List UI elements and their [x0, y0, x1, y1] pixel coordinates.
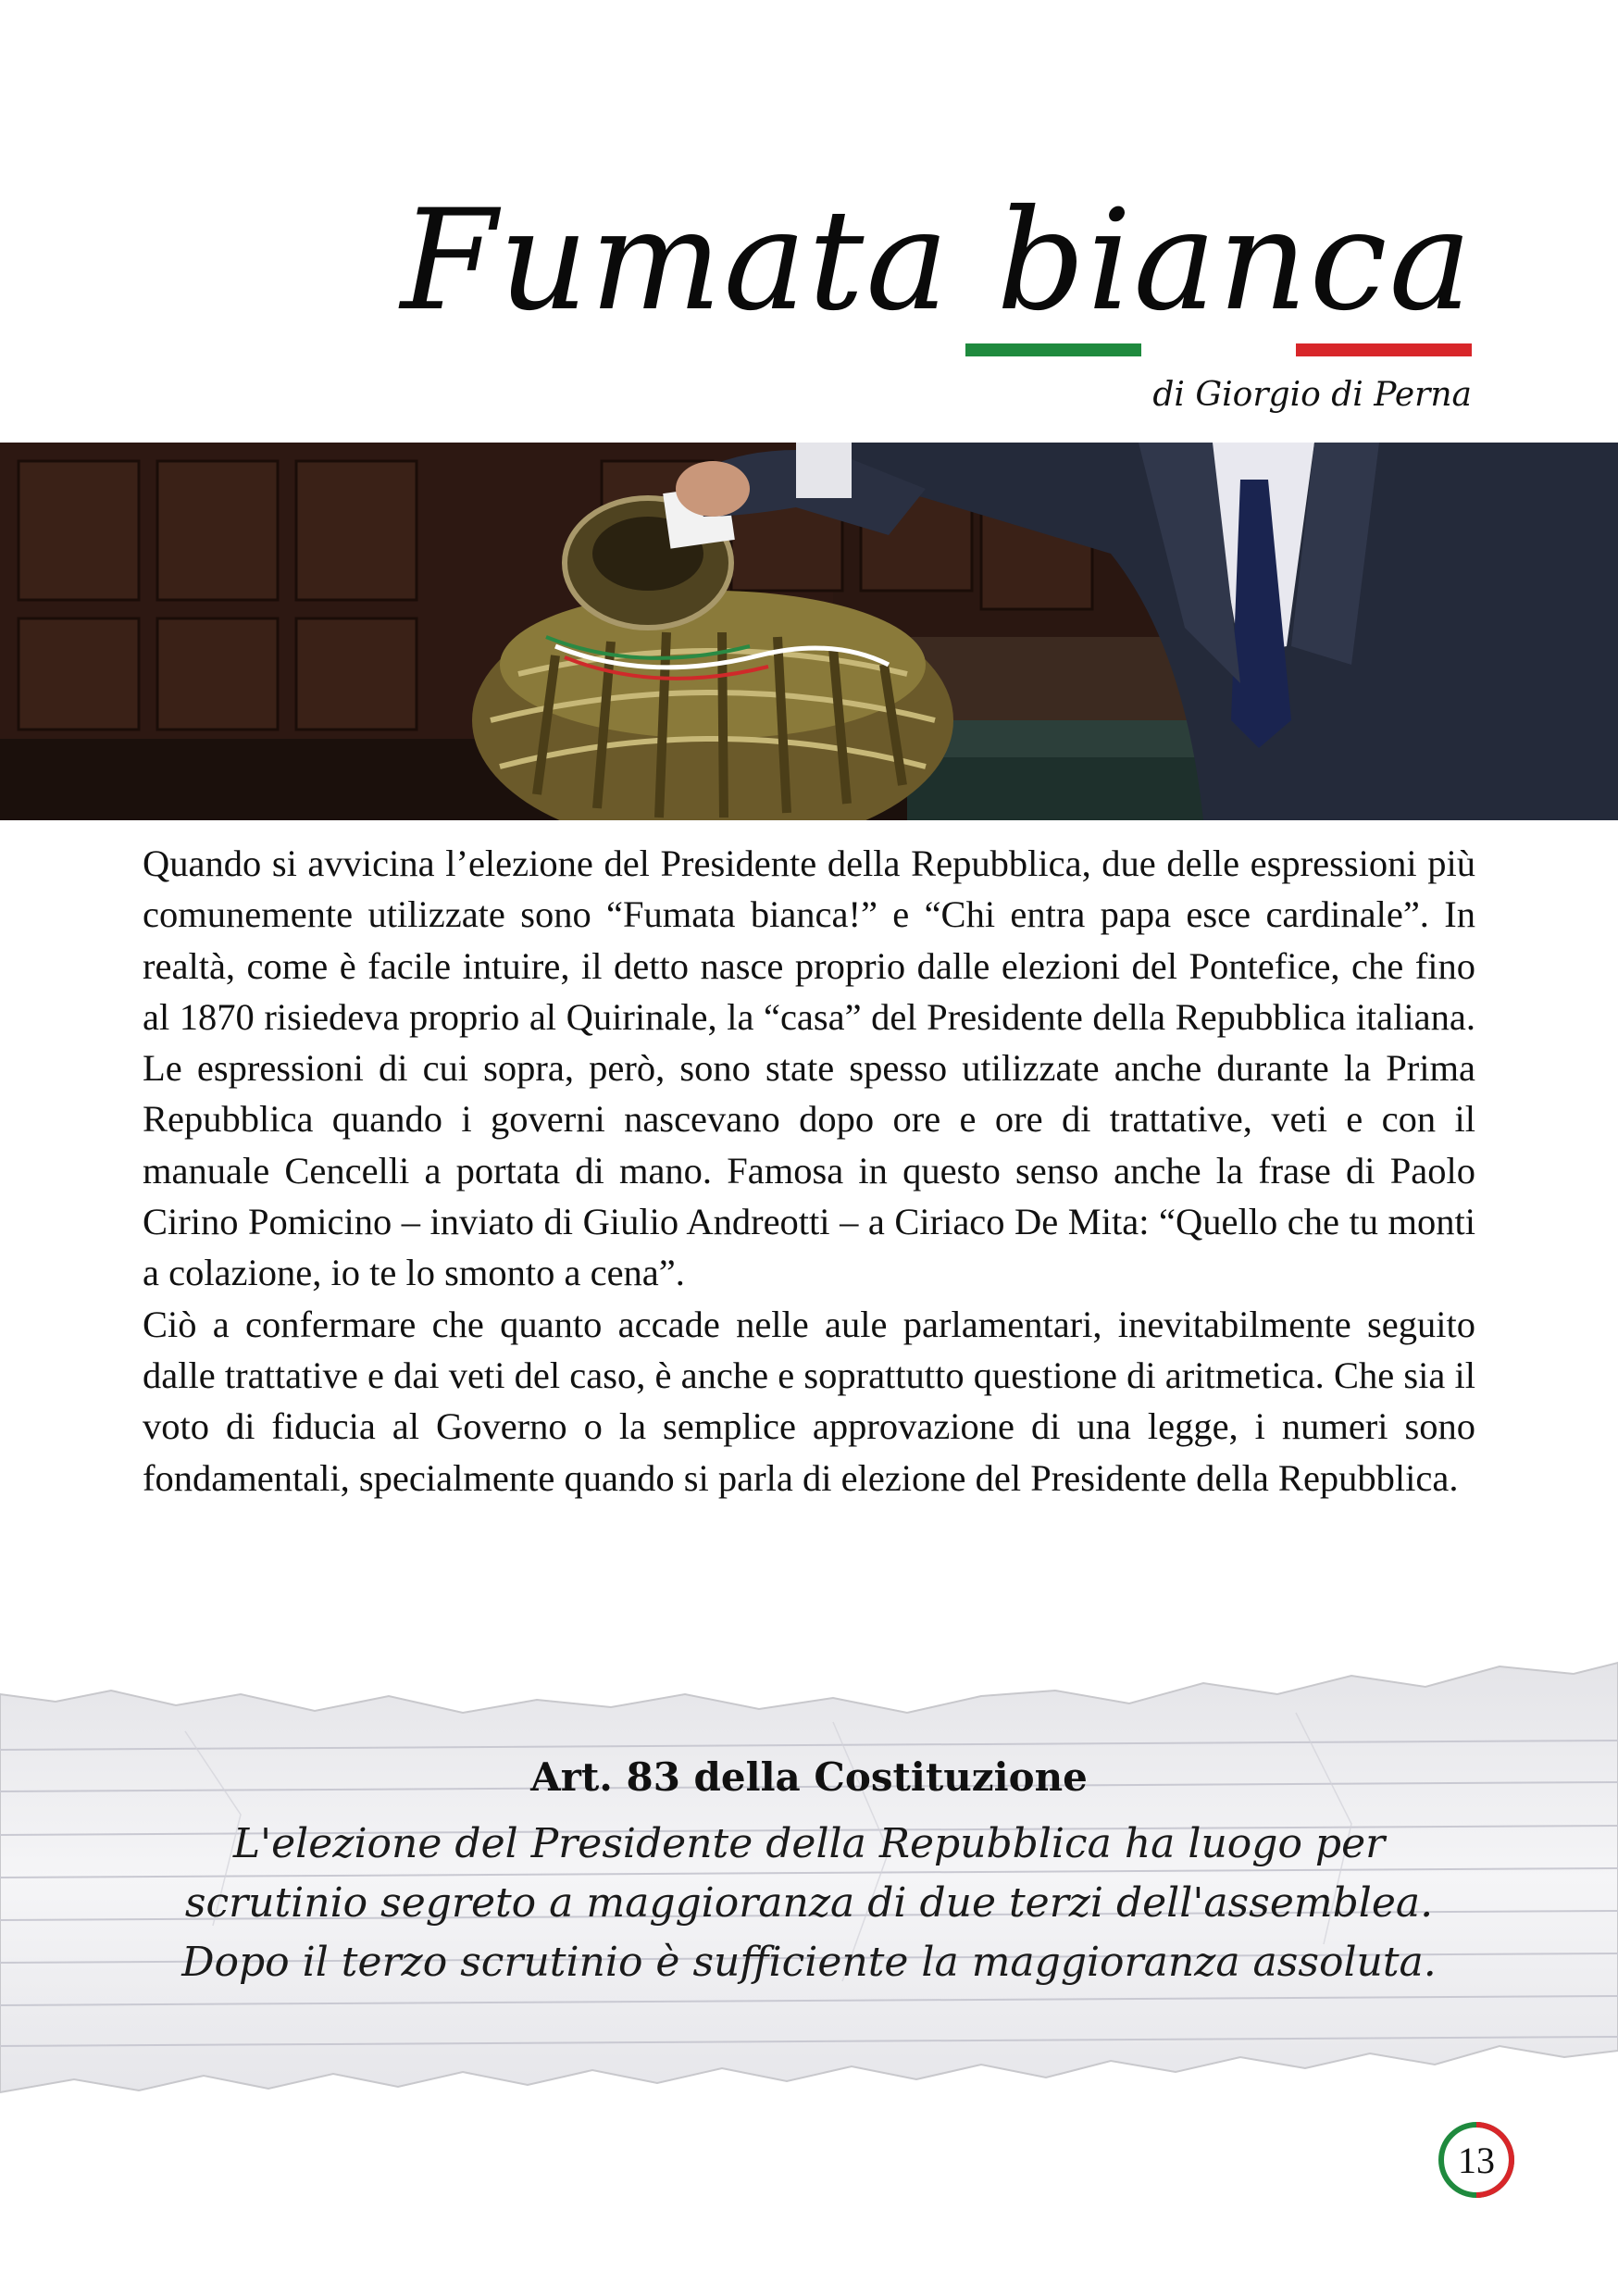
constitution-line: Dopo il terzo scrutinio è sufficiente la maggioranza assoluta.: [181, 1939, 1437, 1986]
page-number-badge: [1437, 2120, 1516, 2200]
ballot-urn-photo: [0, 443, 1618, 820]
article-paragraph: Ciò a confermare che quanto accade nelle aule parlamentari, inevitabilmente seguito dalle trattative e dai veti del caso, è anche e soprattutto questione di aritmetica. Che sia il voto di fiducia al Governo o la semplice approvazione di una legge, i numeri sono fondamentali, specialmente quando si parla di elezione del Presidente della Repubblica.: [143, 1303, 1475, 1499]
page-number: 13: [1458, 2139, 1495, 2181]
constitution-article-title: Art. 83 della Costituzione: [530, 1754, 1088, 1800]
constitution-line: scrutinio segreto a maggioranza di due terzi dell'assemblea.: [184, 1879, 1434, 1927]
page-title: Fumata bianca: [400, 181, 1474, 342]
constitution-article-text: [93, 1815, 1525, 1992]
constitution-line: L'elezione del Presidente della Repubblica ha luogo per: [232, 1820, 1386, 1867]
flag-red-bar: [1296, 343, 1472, 356]
article-paragraph: Quando si avvicina l’elezione del Presidente della Repubblica, due delle espressioni più comunemente utilizzate sono “Fumata bianca!” e “Chi entra papa esce cardinale”. In realtà, come è facile intuire, il detto nasce proprio dalle elezioni del Pontefice, che fino al 1870 risiedeva proprio al Quirinale, la “casa” del Presidente della Repubblica italiana. Le espressioni di cui sopra, però, sono state spesso utilizzate anche durante la Prima Repubblica quando i governi nascevano dopo ore e ore di trattative, veti e con il manuale Cencelli a portata di mano. Famosa in questo senso anche la frase di Paolo Cirino Pomicino – inviato di Giulio Andreotti – a Ciriaco De Mita: “Quello che tu monti a colazione, io te lo smonto a cena”.: [143, 842, 1475, 1294]
article-body: [143, 838, 1475, 1504]
author-byline: di Giorgio di Perna: [1152, 376, 1472, 414]
flag-green-bar: [965, 343, 1141, 356]
